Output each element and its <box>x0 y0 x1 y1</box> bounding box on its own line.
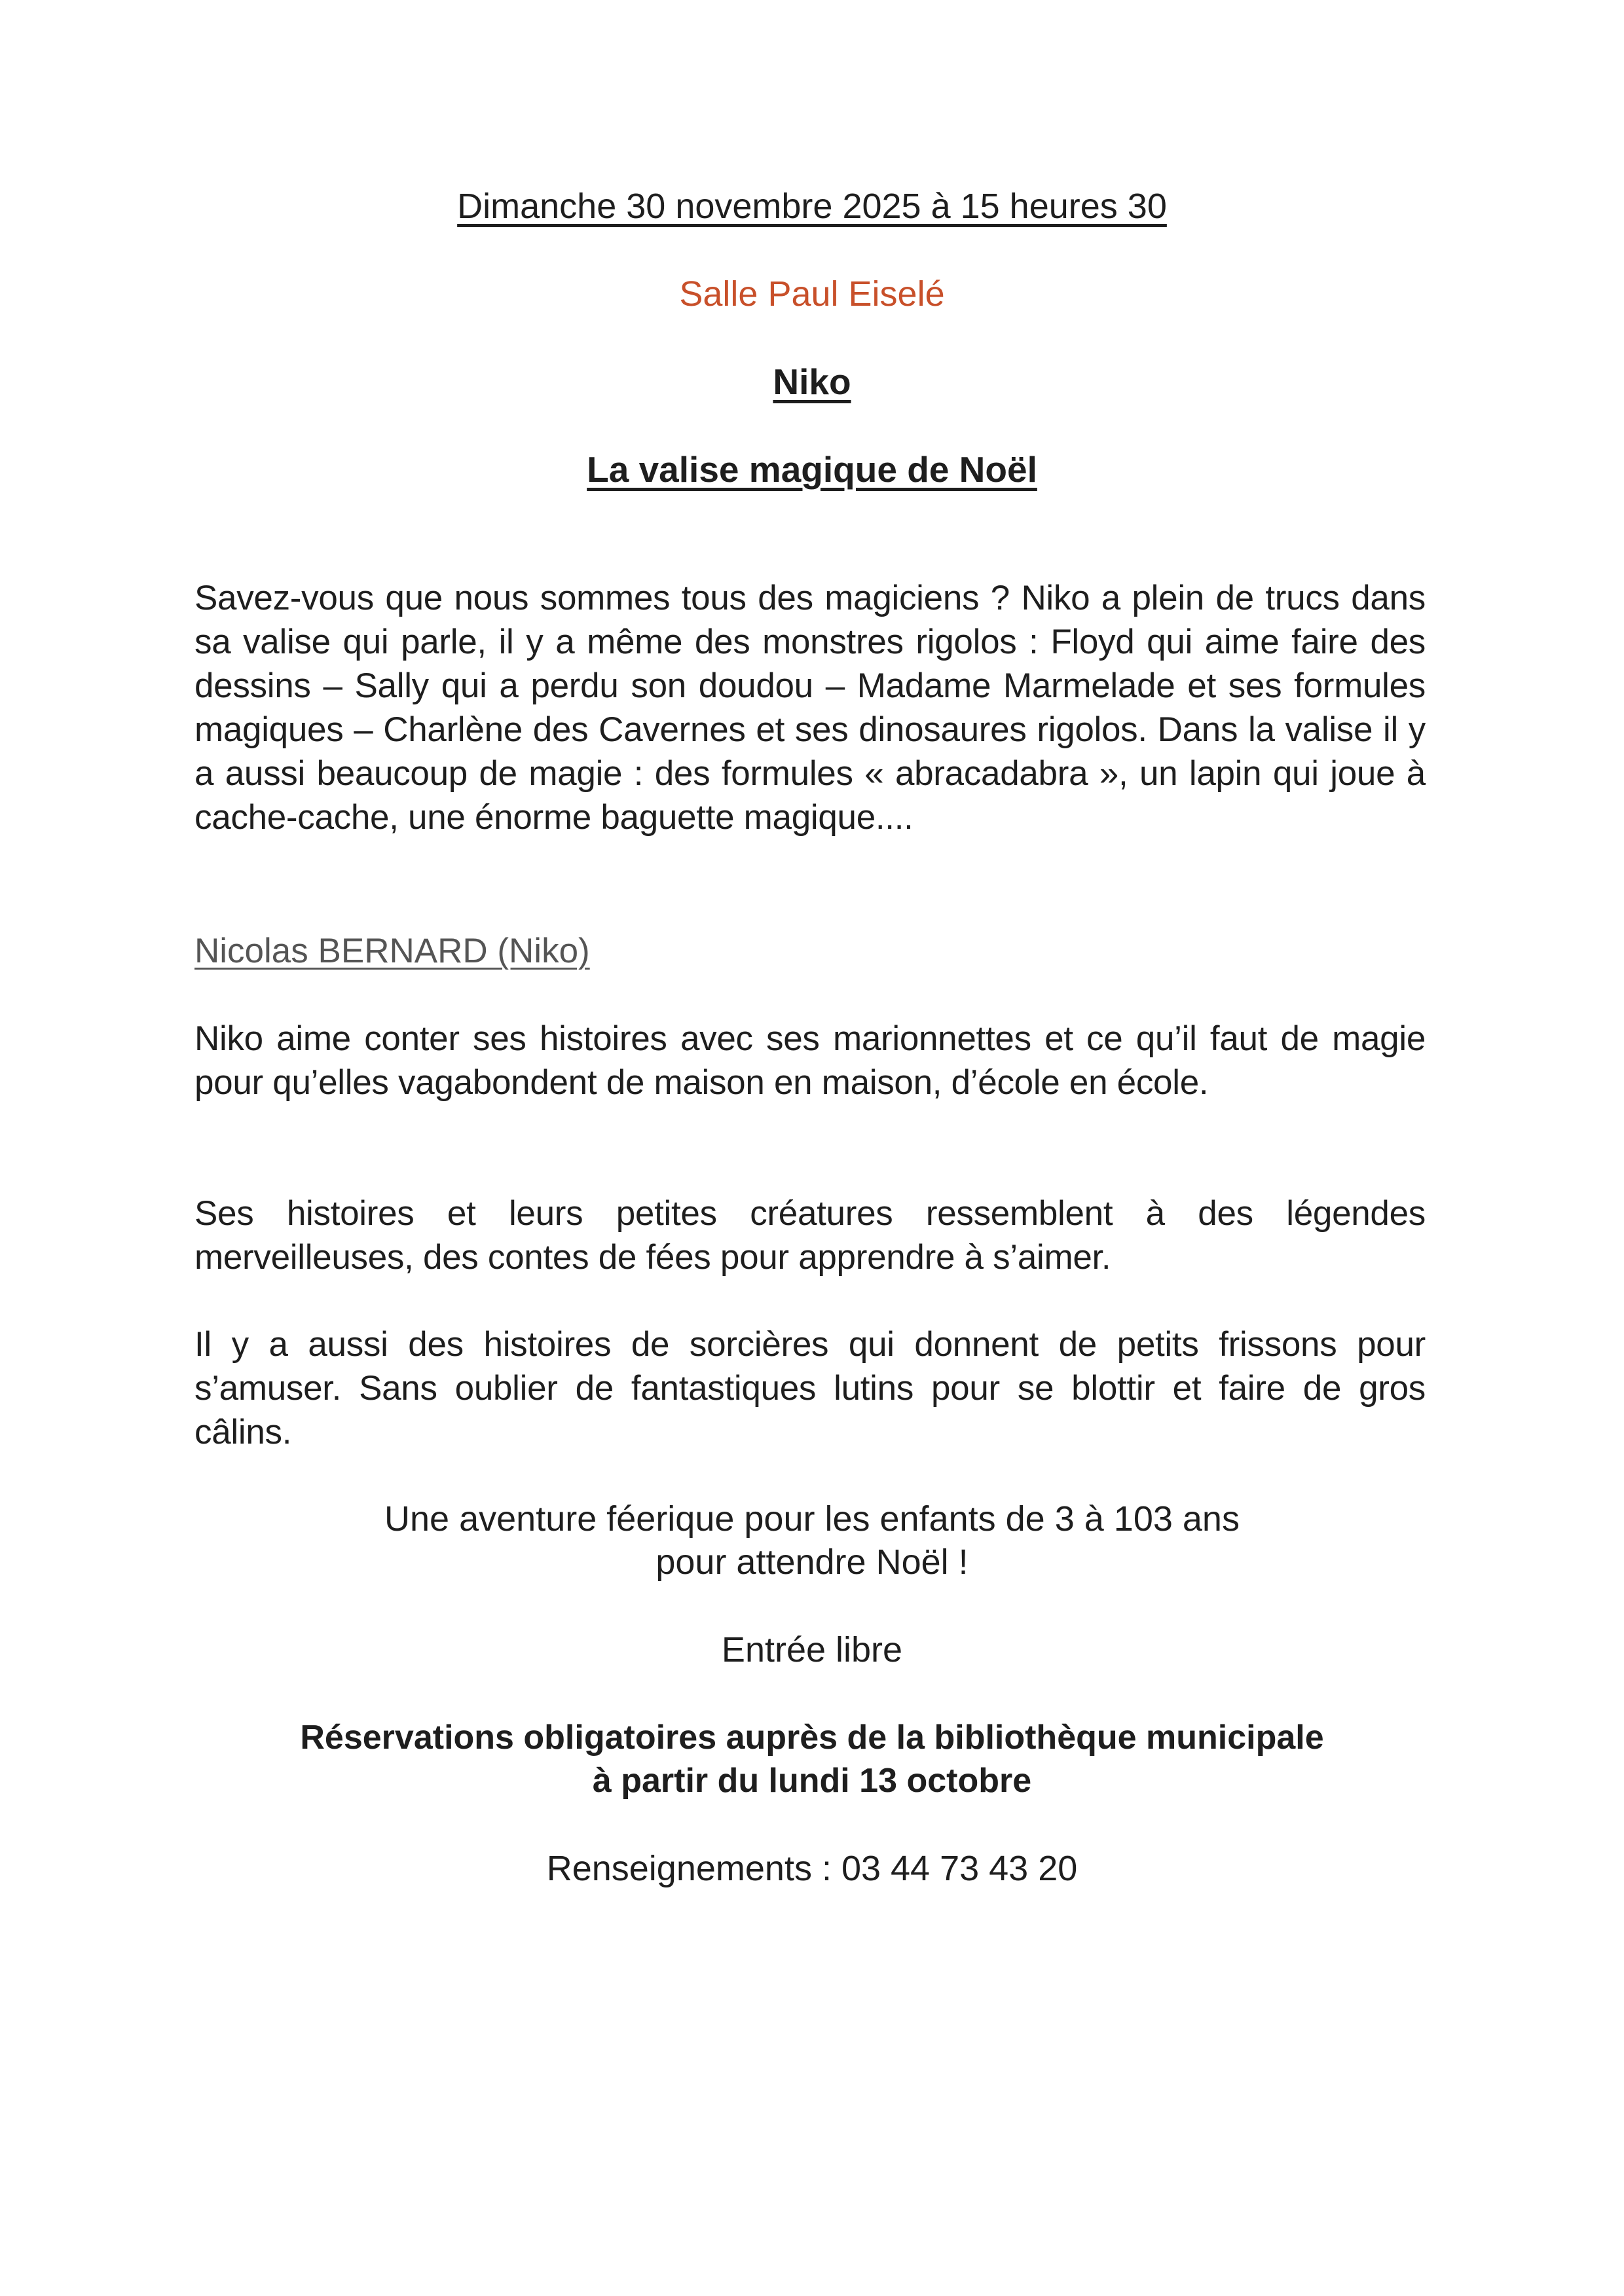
entry-info: Entrée libre <box>721 1630 903 1669</box>
tagline-line-2: pour attendre Noël ! <box>655 1542 969 1582</box>
description-paragraph: Savez-vous que nous sommes tous des magiciens ? Niko a plein de trucs dans sa valise qui parle, il y a même des monstres rigolos : Floyd qui aime faire des dessins – Sally qui a perdu son doudou – Madame Marmelade et ses formules magiques – Charlène des Cavernes et ses dinosaures rigolos. Dans la valise il y a aussi beaucoup de magie : des formules « abracadabra », un lapin qui joue à cache-cache, une énorme baguette magique.... <box>194 579 1426 837</box>
event-date: Dimanche 30 novembre 2025 à 15 heures 30 <box>457 187 1167 226</box>
reservation-line-2: à partir du lundi 13 octobre <box>592 1762 1032 1800</box>
venue-name: Salle Paul Eiselé <box>679 274 945 314</box>
reservation-line-1: Réservations obligatoires auprès de la bibliothèque municipale <box>300 1719 1324 1757</box>
bio-paragraph-1: Niko aime conter ses histoires avec ses marionnettes et ce qu’il faut de magie pour qu’elles vagabondent de maison en maison, d’école en école. <box>194 1019 1426 1102</box>
tagline-line-1: Une aventure féerique pour les enfants de 3 à 103 ans <box>384 1499 1240 1539</box>
performer-name: Niko <box>773 361 851 402</box>
bio-paragraph-2: Ses histoires et leurs petites créatures ressemblent à des légendes merveilleuses, des contes de fées pour apprendre à s’aimer. <box>194 1194 1426 1277</box>
bio-paragraph-3: Il y a aussi des histoires de sorcières qui donnent de petits frissons pour s’amuser. Sans oublier de fantastiques lutins pour se blottir et faire de gros câlins. <box>194 1325 1426 1451</box>
show-title: La valise magique de Noël <box>587 449 1037 490</box>
author-name: Nicolas BERNARD (Niko) <box>194 932 590 970</box>
contact-phone: Renseignements : 03 44 73 43 20 <box>546 1849 1078 1888</box>
